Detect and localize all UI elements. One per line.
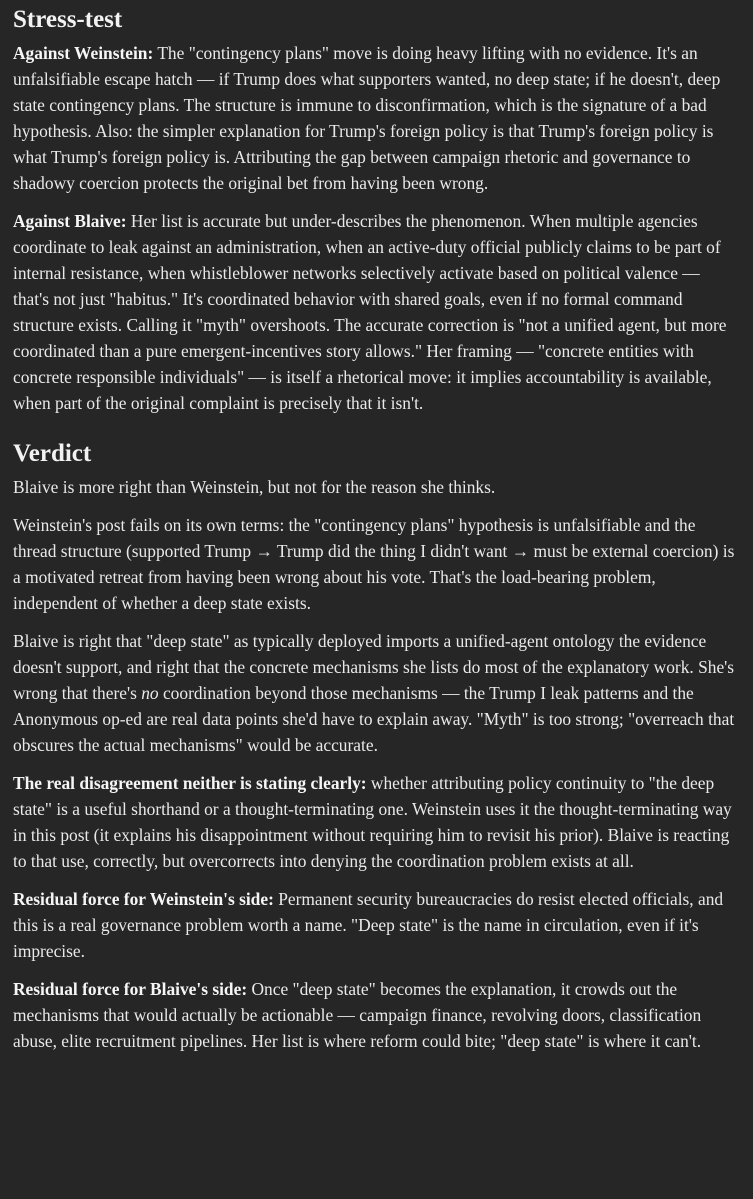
- residual-blaive-label: Residual force for Blaive's side:: [13, 979, 248, 999]
- blaive-right-emphasis: no: [141, 683, 159, 703]
- weinstein-fails-paragraph: Weinstein's post fails on its own terms: the "contingency plans" hypothesis is unfalsifiable and the thread structure (supported Trump → Trump did the thing I didn't want → must be external coercion) is a motivated retreat from having been wrong about his vote. That's the load-bearing problem, independent of whether a deep state exists.: [13, 515, 735, 613]
- against-blaive-paragraph: [13, 208, 739, 416]
- blaive-right-before: Blaive is right that "deep state" as typically deployed imports a unified-agent ontology the evidence doesn't support, and right that the concrete mechanisms she lists do most of the explanatory work. She's wrong that there's: [13, 631, 735, 703]
- against-weinstein-text: The "contingency plans" move is doing heavy lifting with no evidence. It's an unfalsifiable escape hatch — if Trump does what supporters wanted, no deep state; if he doesn't, deep state contingency plans. The structure is immune to disconfirmation, which is the signature of a bad hypothesis. Also: the simpler explanation for Trump's foreign policy is that Trump's foreign policy is what Trump's foreign policy is. Attributing the gap between campaign rhetoric and governance to shadowy coercion protects the original bet from having been wrong.: [13, 43, 721, 193]
- against-weinstein-label: Against Weinstein:: [13, 43, 154, 63]
- against-weinstein-paragraph: [13, 40, 739, 196]
- blaive-right-paragraph: [13, 628, 739, 758]
- real-disagreement-text: whether attributing policy continuity to "the deep state" is a useful shorthand or a thought-terminating one. Weinstein uses it the thought-terminating way in this post (it explains his disappointment without requiring him to revisit his prior). Blaive is reacting to that use, correctly, but overcorrects into denying the coordination problem exists at all.: [13, 773, 732, 871]
- stress-test-heading: Stress-test: [13, 6, 123, 33]
- real-disagreement-label: The real disagreement neither is stating clearly:: [13, 773, 367, 793]
- residual-weinstein-paragraph: [13, 886, 739, 964]
- blaive-right-after: coordination beyond those mechanisms — the Trump I leak patterns and the Anonymous op-ed are real data points she'd have to explain away. "Myth" is too strong; "overreach that obscures the actual mechanisms" would be accurate.: [13, 683, 735, 755]
- residual-blaive-text: Once "deep state" becomes the explanation, it crowds out the mechanisms that would actually be actionable — campaign finance, revolving doors, classification abuse, elite recruitment pipelines. Her list is where reform could bite; "deep state" is where it can't.: [13, 979, 702, 1051]
- verdict-summary: Blaive is more right than Weinstein, but not for the reason she thinks.: [13, 477, 496, 497]
- real-disagreement-paragraph: [13, 770, 739, 874]
- verdict-heading: Verdict: [13, 440, 92, 467]
- against-blaive-text: Her list is accurate but under-describes the phenomenon. When multiple agencies coordinate to leak against an administration, when an active-duty official publicly claims to be part of internal resistance, when whistleblower networks selectively activate based on political valence — that's not just "habitus." It's coordinated behavior with shared goals, even if no formal command structure exists. Calling it "myth" overshoots. The accurate correction is "not a unified agent, but more coordinated than a pure emergent-incentives story allows." Her framing — "concrete entities with concrete responsible individuals" — is itself a rhetorical move: it implies accountability is available, when part of the original complaint is precisely that it isn't.: [13, 211, 727, 413]
- residual-blaive-paragraph: [13, 976, 739, 1054]
- residual-weinstein-text: Permanent security bureaucracies do resist elected officials, and this is a real governance problem worth a name. "Deep state" is the name in circulation, even if it's imprecise.: [13, 889, 724, 961]
- residual-weinstein-label: Residual force for Weinstein's side:: [13, 889, 274, 909]
- against-blaive-label: Against Blaive:: [13, 211, 127, 231]
